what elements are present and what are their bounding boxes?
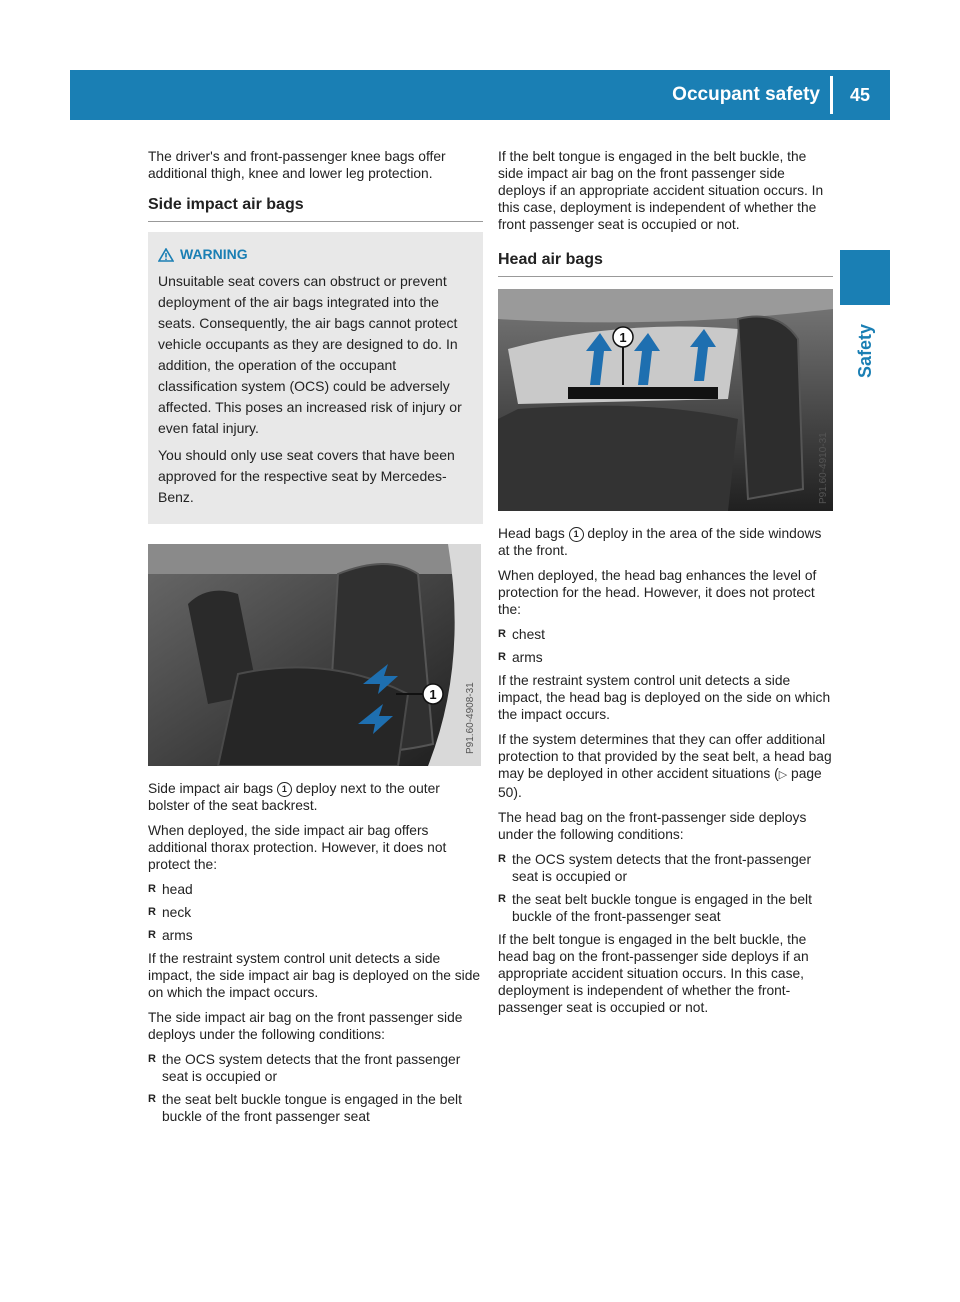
image-code: P91.60-4910-31 [818,432,829,504]
side-tab-marker [840,250,890,305]
paragraph: If the belt tongue is engaged in the belt buckle, the head bag on the front-passenger side deploys if an appropriate accident situation occurs. In this case, deployment is independent of whether the front-passenger seat is occupied or not. [498,932,809,1015]
paragraph: If the restraint system control unit detects a side impact, the head bag is deployed on the side on which the impact occurs. [498,673,831,722]
warning-text-1: Unsuitable seat covers can obstruct or prevent deployment of the air bags integrated into the seats. Consequently, the air bags cannot protect vehicle occupants as they are designed to do. In addition, the operation of the occupant classification system (OCS) could be adversely affected. This poses an increased risk of injury or even fatal injury. [158,273,462,436]
list-item: R chest [498,627,545,642]
page-header [70,70,890,120]
image-code: P91.60-4908-31 [465,682,476,754]
paragraph: If the system determines that they can offer additional protection to that provided by the seat belt, a head bag may be deployed in other accident situations (▷ page 50). [498,732,832,800]
list-item: R arms [148,928,193,943]
page-number: 45 [850,85,871,105]
window-illustration [498,289,833,511]
section-heading-head-airbags: Head air bags [498,251,833,277]
bullet-list [148,1051,483,1125]
side-tab-label: Safety [855,323,875,378]
warning-header [158,244,473,265]
section-title: Occupant safety [672,84,820,105]
bullet-list [148,881,483,944]
list-item: R arms [498,650,543,665]
section-heading-side-impact: Side impact air bags [148,196,483,222]
intro-paragraph: If the belt tongue is engaged in the belt buckle, the side impact air bag on the front passenger side deploys if an appropriate accident situation occurs. In this case, deployment is independent of whether the front passenger seat is occupied or not. [498,149,824,232]
paragraph: When deployed, the head bag enhances the level of protection for the head. However, it does not protect the: [498,568,817,617]
callout-marker: 1 [277,782,292,797]
bullet-list [498,626,833,666]
warning-label: WARNING [180,246,248,262]
list-item: R neck [148,905,192,920]
list-item: R the OCS system detects that the front-passenger seat is occupied or [498,852,812,884]
photo-callout: 1 [429,687,437,702]
side-airbag-photo [148,544,481,766]
list-item: R the seat belt buckle tongue is engaged in the belt buckle of the front-passenger seat [498,892,812,924]
paragraph: When deployed, the side impact air bag offers additional thorax protection. However, it does not protect the: [148,823,447,872]
paragraph: The head bag on the front-passenger side deploys under the following conditions: [498,810,807,842]
head-airbag-photo [498,289,833,511]
page-ref-arrow-icon: ▷ [778,769,788,781]
right-column [498,148,833,1024]
left-column [148,148,483,1131]
page-reference-link[interactable]: page 50). [498,766,822,800]
photo-callout: 1 [619,330,627,345]
list-item: R the OCS system detects that the front passenger seat is occupied or [148,1052,461,1084]
header-divider [830,76,833,114]
warning-triangle-icon [158,248,174,262]
warning-box [148,232,483,524]
image-caption: Head bags 1 deploy in the area of the side windows at the front. [498,526,822,558]
list-item: R the seat belt buckle tongue is engaged in the belt buckle of the front passenger seat [148,1092,462,1124]
seat-illustration [148,544,481,766]
warning-text-2: You should only use seat covers that have been approved for the respective seat by Mercedes-Benz. [158,447,455,505]
paragraph: The side impact air bag on the front passenger side deploys under the following conditions: [148,1010,463,1042]
list-item: R head [148,882,193,897]
image-caption: Side impact air bags 1 deploy next to the outer bolster of the seat backrest. [148,781,440,813]
paragraph: If the restraint system control unit detects a side impact, the side impact air bag is deployed on the side on which the impact occurs. [148,951,481,1000]
callout-marker: 1 [569,527,584,542]
bullet-list [498,851,833,925]
intro-paragraph: The driver's and front-passenger knee bags offer additional thigh, knee and lower leg protection. [148,149,446,181]
